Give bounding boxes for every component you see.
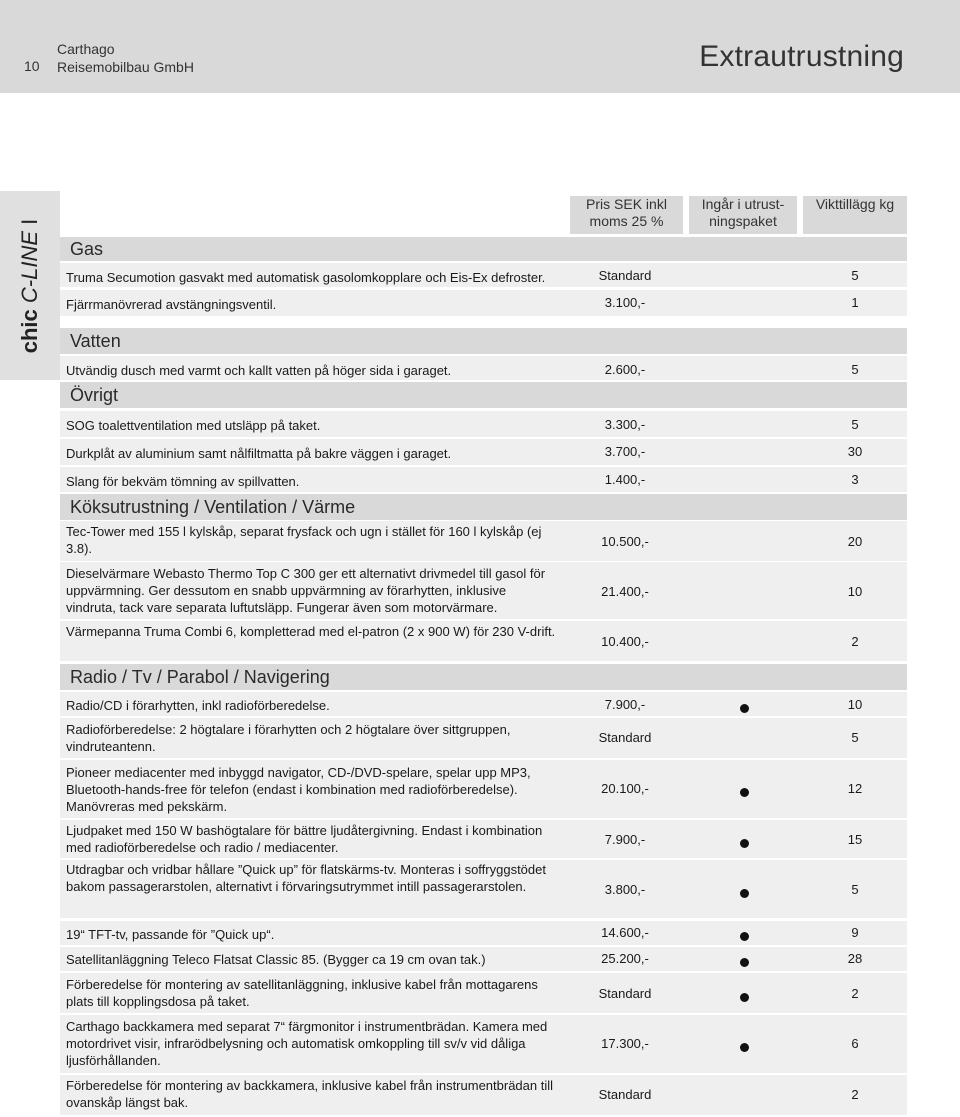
item-price: 21.400,- (601, 584, 649, 599)
table-row (60, 411, 907, 437)
item-description: Utvändig dusch med varmt och kallt vatten på höger sida i garaget. (66, 363, 452, 378)
company-line-1: Carthago (57, 41, 115, 57)
section-header: Övrigt (60, 382, 907, 408)
item-description: Pioneer mediacenter med inbyggd navigator, CD-/DVD-spelare, spelar upp MP3, Bluetooth-hands-free för telefon (endast i kombination med radioförberedelse). Manövreras med pekskärm. (66, 765, 531, 814)
table-row (60, 467, 907, 492)
item-weight: 5 (851, 268, 859, 283)
column-header-weight: Vikttillägg kg (803, 196, 907, 234)
item-description: Tec-Tower med 155 l kylskåp, separat frysfack och ugn i stället för 160 l kylskåp (ej 3.8). (66, 524, 542, 556)
item-description: Radio/CD i förarhytten, inkl radioförberedelse. (66, 698, 330, 713)
table-row (60, 1075, 907, 1115)
item-description: 19“ TFT-tv, passande för ”Quick up“. (66, 927, 275, 942)
bullet-icon (740, 993, 749, 1002)
item-description: Radioförberedelse: 2 högtalare i förarhytten och 2 högtalare över sittgruppen, vindruteantenn. (66, 722, 511, 754)
page-title: Extrautrustning (699, 40, 904, 73)
table-row (60, 973, 907, 1013)
bullet-icon (740, 704, 749, 713)
item-description: Dieselvärmare Webasto Thermo Top C 300 ger ett alternativt drivmedel till gasol för uppvärmning. Ger dessutom en snabb uppvärmning av förarhytten, inklusive vindruta, tack vare separata luftutsläpp. Fungerar även som motorvärmare. (66, 566, 546, 615)
package-included-marker (690, 1039, 798, 1055)
package-included-marker (690, 885, 798, 901)
item-price: Standard (598, 1087, 652, 1102)
model-name: C-LINE (17, 230, 42, 304)
item-weight: 5 (851, 362, 859, 377)
item-description: Utdragbar och vridbar hållare ”Quick up” för flatskärms-tv. Monteras i soffryggstödet bakom passagerarstolen, alternativt i förvaringsutrymmet intill passagerarstolen. (66, 862, 546, 894)
item-weight: 15 (847, 832, 863, 847)
page-number: 10 (24, 58, 40, 74)
item-price: Standard (598, 730, 652, 745)
item-description: Slang för bekväm tömning av spillvatten. (66, 474, 300, 489)
item-price: 10.400,- (601, 634, 649, 649)
item-description: SOG toalettventilation med utsläpp på taket. (66, 418, 321, 433)
item-weight: 6 (851, 1036, 859, 1051)
model-logo (17, 219, 43, 354)
package-included-marker (690, 700, 798, 716)
item-weight: 2 (851, 1087, 859, 1102)
item-description: Ljudpaket med 150 W bashögtalare för bättre ljudåtergivning. Endast i kombination med radioförberedelse och radio / mediacenter. (66, 823, 543, 855)
page-header (0, 0, 960, 93)
item-price: 3.300,- (604, 417, 646, 432)
item-weight: 3 (851, 472, 859, 487)
section-header: Köksutrustning / Ventilation / Värme (60, 494, 907, 520)
item-weight: 9 (851, 925, 859, 940)
item-weight: 12 (847, 781, 863, 796)
brand-name: chic (17, 309, 42, 354)
item-weight: 2 (851, 634, 859, 649)
package-included-marker (690, 784, 798, 800)
item-price: 7.900,- (604, 832, 646, 847)
item-price: 17.300,- (601, 1036, 649, 1051)
item-description: Carthago backkamera med separat 7“ färgmonitor i instrumentbrädan. Kamera med motordrivet visir, infrarödbelysning och automatisk omkoppling till sv/v vid dåliga ljusförhållanden. (66, 1019, 548, 1068)
bullet-icon (740, 839, 749, 848)
bullet-icon (740, 788, 749, 797)
column-header-price: Pris SEK inkl moms 25 % (570, 196, 683, 234)
model-separator: I (17, 218, 42, 225)
table-row (60, 290, 907, 316)
package-included-marker (690, 989, 798, 1005)
item-weight: 5 (851, 417, 859, 432)
item-price: 2.600,- (604, 362, 646, 377)
item-weight: 5 (851, 882, 859, 897)
bullet-icon (740, 958, 749, 967)
table-row (60, 621, 907, 661)
item-description: Värmepanna Truma Combi 6, kompletterad med el-patron (2 x 900 W) för 230 V-drift. (66, 624, 556, 639)
item-weight: 30 (847, 444, 863, 459)
item-price: 3.800,- (604, 882, 646, 897)
table-row (60, 947, 907, 971)
sidebar-brand-panel (0, 191, 60, 380)
table-row (60, 439, 907, 465)
item-price: 10.500,- (601, 534, 649, 549)
item-description: Satellitanläggning Teleco Flatsat Classic 85. (Bygger ca 19 cm ovan tak.) (66, 952, 486, 967)
table-row (60, 356, 907, 380)
company-line-2: Reisemobilbau GmbH (57, 59, 194, 75)
package-included-marker (690, 835, 798, 851)
table-row (60, 860, 907, 918)
bullet-icon (740, 932, 749, 941)
table-row (60, 692, 907, 716)
item-weight: 10 (847, 584, 863, 599)
bullet-icon (740, 889, 749, 898)
item-price: Standard (598, 268, 652, 283)
section-header: Gas (60, 237, 907, 261)
item-weight: 5 (851, 730, 859, 745)
section-header: Radio / Tv / Parabol / Navigering (60, 664, 907, 690)
item-weight: 28 (847, 951, 863, 966)
item-weight: 20 (847, 534, 863, 549)
company-name (57, 40, 194, 76)
table-row (60, 562, 907, 619)
item-price: Standard (598, 986, 652, 1001)
package-included-marker (690, 954, 798, 970)
table-row (60, 263, 907, 287)
table-row (60, 820, 907, 858)
item-price: 14.600,- (601, 925, 649, 940)
item-description: Truma Secumotion gasvakt med automatisk gasolomkopplare och Eis-Ex defroster. (66, 270, 546, 285)
item-weight: 1 (851, 295, 859, 310)
item-price: 25.200,- (601, 951, 649, 966)
item-price: 20.100,- (601, 781, 649, 796)
table-row (60, 718, 907, 758)
table-row (60, 921, 907, 945)
section-header: Vatten (60, 328, 907, 354)
bullet-icon (740, 1043, 749, 1052)
item-price: 7.900,- (604, 697, 646, 712)
table-row (60, 1015, 907, 1073)
table-row (60, 521, 907, 561)
table-row (60, 760, 907, 818)
item-weight: 10 (847, 697, 863, 712)
item-price: 3.100,- (604, 295, 646, 310)
item-price: 3.700,- (604, 444, 646, 459)
item-weight: 2 (851, 986, 859, 1001)
item-price: 1.400,- (604, 472, 646, 487)
item-description: Förberedelse för montering av backkamera, inklusive kabel från instrumentbrädan till ovanskåp längst bak. (66, 1078, 554, 1110)
item-description: Durkplåt av aluminium samt nålfiltmatta på bakre väggen i garaget. (66, 446, 452, 461)
column-header-package: Ingår i utrust-ningspaket (689, 196, 797, 234)
item-description: Förberedelse för montering av satellitanläggning, inklusive kabel från mottagarens plats till kopplingsdosa på taket. (66, 977, 538, 1009)
item-description: Fjärrmanövrerad avstängningsventil. (66, 297, 277, 312)
package-included-marker (690, 928, 798, 944)
